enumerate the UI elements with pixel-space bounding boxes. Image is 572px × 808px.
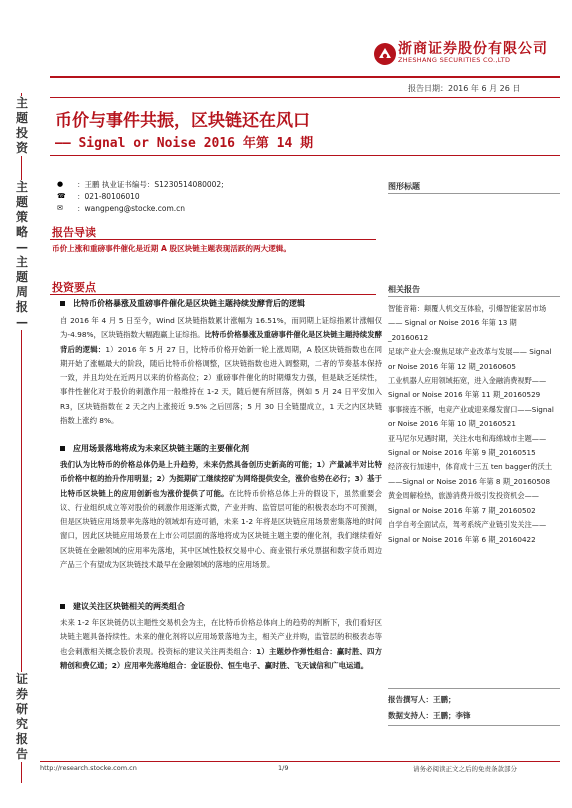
guide-divider	[50, 239, 376, 240]
header-divider-thin	[50, 97, 560, 98]
report-date: 报告日期：2016 年 6 月 26 日	[408, 84, 521, 93]
related-item[interactable]: 黄金周解检热，旅游消费升级引发投资机会—— Signal or Noise 2016 年第 7 期_20160502	[388, 491, 539, 515]
company-name-en: ZHESHANG SECURITIES CO.,LTD	[398, 56, 511, 64]
bullet-square-icon	[60, 446, 65, 451]
bullet-square-icon	[60, 604, 65, 609]
bullet-3-text: 未来 1-2 年区块链仍以主题性交易机会为主，在比特币价格总体向上的趋势的判断下，我们看好区块链主题具备持续性。未来的催化剂将以应用场景落地为主，相关产业并购，监管层的积极表态等也会刺激相关概念股价表现。投资标的建议关注两类组合：1）主题炒作弹性组合：赢时胜、四方精创和费亿通；2）应用率先落地组合：金证股份、恒生电子、赢时胜、飞天诚信和广电运通。	[60, 618, 382, 670]
guide-heading: 报告导读	[52, 226, 96, 239]
phone-icon: ☎	[57, 192, 66, 200]
related-item[interactable]: 自学自考全面试点，驾考系统产业链引发关注—— Signal or Noise 2016 年第 6 期_20160422	[388, 520, 547, 544]
figure-divider	[388, 193, 560, 194]
authors-divider-bottom	[388, 725, 560, 726]
analyst-icon: ●	[57, 180, 64, 188]
analyst-phone: ：021-80106010	[77, 192, 140, 201]
company-logo-icon	[373, 42, 397, 66]
related-item[interactable]: 智能音箱：颠覆人机交互体验，引爆智能家居市场—— Signal or Noise 2016 年第 13 期_20160612	[388, 304, 547, 342]
page-number: 1/9	[278, 764, 289, 772]
header-divider	[50, 76, 560, 78]
related-item[interactable]: 亚马尼尔兄遇时期，关注水电和海绵城市主题——Signal or Noise 2016 年第 9 期_20160515	[388, 433, 547, 458]
authors-divider-top	[388, 688, 560, 689]
side-label-middle: 主题策略—主题周报—	[15, 180, 28, 329]
bullet-3-title: 建议关注区块链相关的两类组合	[60, 601, 185, 612]
title-divider	[50, 155, 560, 156]
side-label-top: 主题投资	[15, 96, 28, 155]
bullet-2-text: 我们认为比特币的价格总体仍是上升趋势，未来仍然具备创历史新高的可能；1）产量减半对比特币价格中枢的抬升作用明显；2）为挺期矿工继续挖矿为网络提供安全，涨价也势在必行；3）基于比特币区块链上的应用创新也为涨价提供了可能。在比特币价格总体上升的假设下，虽然重要会议、行业组织成立等对股价的刺激作用逐渐式微，产业并购、监管层可能的积极表态均不可预测，但是区块链应用场景率先落地的领域却有迹可循，未来 1-2 年将是区块链应用场景密集落地的时间窗口，因此区块链应用场景在上市公司层面的落地将成为区块链主题主要的催化剂，我们继续看好区块链在金融领域的应用率先落地，其中区域性股权交易中心、商业银行承兑票据和数字货币周边产品三个有望成为区块链技术最早在金融领域的落地的应用场景。	[60, 460, 382, 570]
related-item[interactable]: 足球产业大会:聚焦足球产业改革与发展—— Signal or Noise 2016 年第 12 期_20160605	[388, 347, 552, 371]
analyst-email[interactable]: ：wangpeng@stocke.com.cn	[77, 204, 186, 213]
data-support: 数据支持人：王鹏；李锋	[388, 711, 471, 720]
footer-divider	[40, 761, 560, 762]
analyst-info: ：王鹏 执业证书编号：S1230514080002;	[77, 180, 224, 189]
points-heading: 投资要点	[52, 281, 96, 294]
bullet-2-title: 应用场景落地将成为未来区块链主题的主要催化剂	[60, 443, 249, 454]
related-divider	[388, 296, 560, 297]
figure-title: 图形标题	[388, 182, 420, 191]
company-name-cn: 浙商证券股份有限公司	[398, 41, 548, 57]
footer-disclaimer: 请务必阅读正文之后的免责条款部分	[413, 765, 517, 773]
related-item[interactable]: 经济夜行加速中，体育成十三五 ten bagger的沃土——Signal or Noise 2016 年第 8 期_20160508	[388, 462, 553, 486]
report-subtitle: —— Signal or Noise 2016 年第 14 期	[55, 136, 314, 151]
side-label-bottom: 证券研究报告	[15, 672, 28, 761]
related-item[interactable]: 工业机器人应用领域拓宽，进入金融消费视野—— Signal or Noise 2016 年第 11 期_20160529	[388, 376, 547, 400]
email-icon: ✉	[57, 204, 63, 212]
footer-url[interactable]: http://research.stocke.com.cn	[40, 764, 137, 772]
report-title: 币价与事件共振，区块链还在风口	[55, 111, 310, 131]
guide-text: 币价上涨和重磅事件催化是近期 A 股区块链主题表现活跃的两大逻辑。	[52, 244, 291, 253]
points-divider	[50, 294, 376, 295]
related-list	[388, 302, 556, 547]
related-heading: 相关报告	[388, 285, 420, 294]
bullet-1-title: 比特币价格暴涨及重磅事件催化是区块链主题持续发酵背后的逻辑	[60, 298, 305, 309]
report-writer: 报告撰写人：王鹏；	[388, 695, 456, 704]
bullet-square-icon	[60, 301, 65, 306]
related-item[interactable]: 事事接连不断，电竞产业或迎来爆发窗口——Signal or Noise 2016 年第 10 期_20160521	[388, 404, 554, 429]
bullet-1-text: 自 2016 年 4 月 5 日至今，Wind 区块链指数累计涨幅为 16.51%，而同期上证综指累计涨幅仅为-4.98%，区块链指数大幅跑赢上证综指。比特币价格暴涨及重磅事件催化是区块链主题持续发酵背后的逻辑：1）2016 年 5 月 27 日，比特币价格开始新一轮上涨周期，A 股区块链指数也在同期开始了涨幅最大的阶段，随后比特币价格调整，区块链指数也进入调整期，二者的节奏基本保持一致，并且均处在近两月以来的价格高位；2）重磅事件催化的时期爆发力强，但是缺乏延续性，事件性催化对于股价的刺激作用一般维持在 1-2 天，随后便有所回落，例如 5 月 24 日平安加入 R3，区块链指数在 2 天之内上涨接近 9.5% 之后回落；5 月 30 日全链盟成立，1 天之内区块链指数上涨约 8%。	[60, 316, 382, 426]
